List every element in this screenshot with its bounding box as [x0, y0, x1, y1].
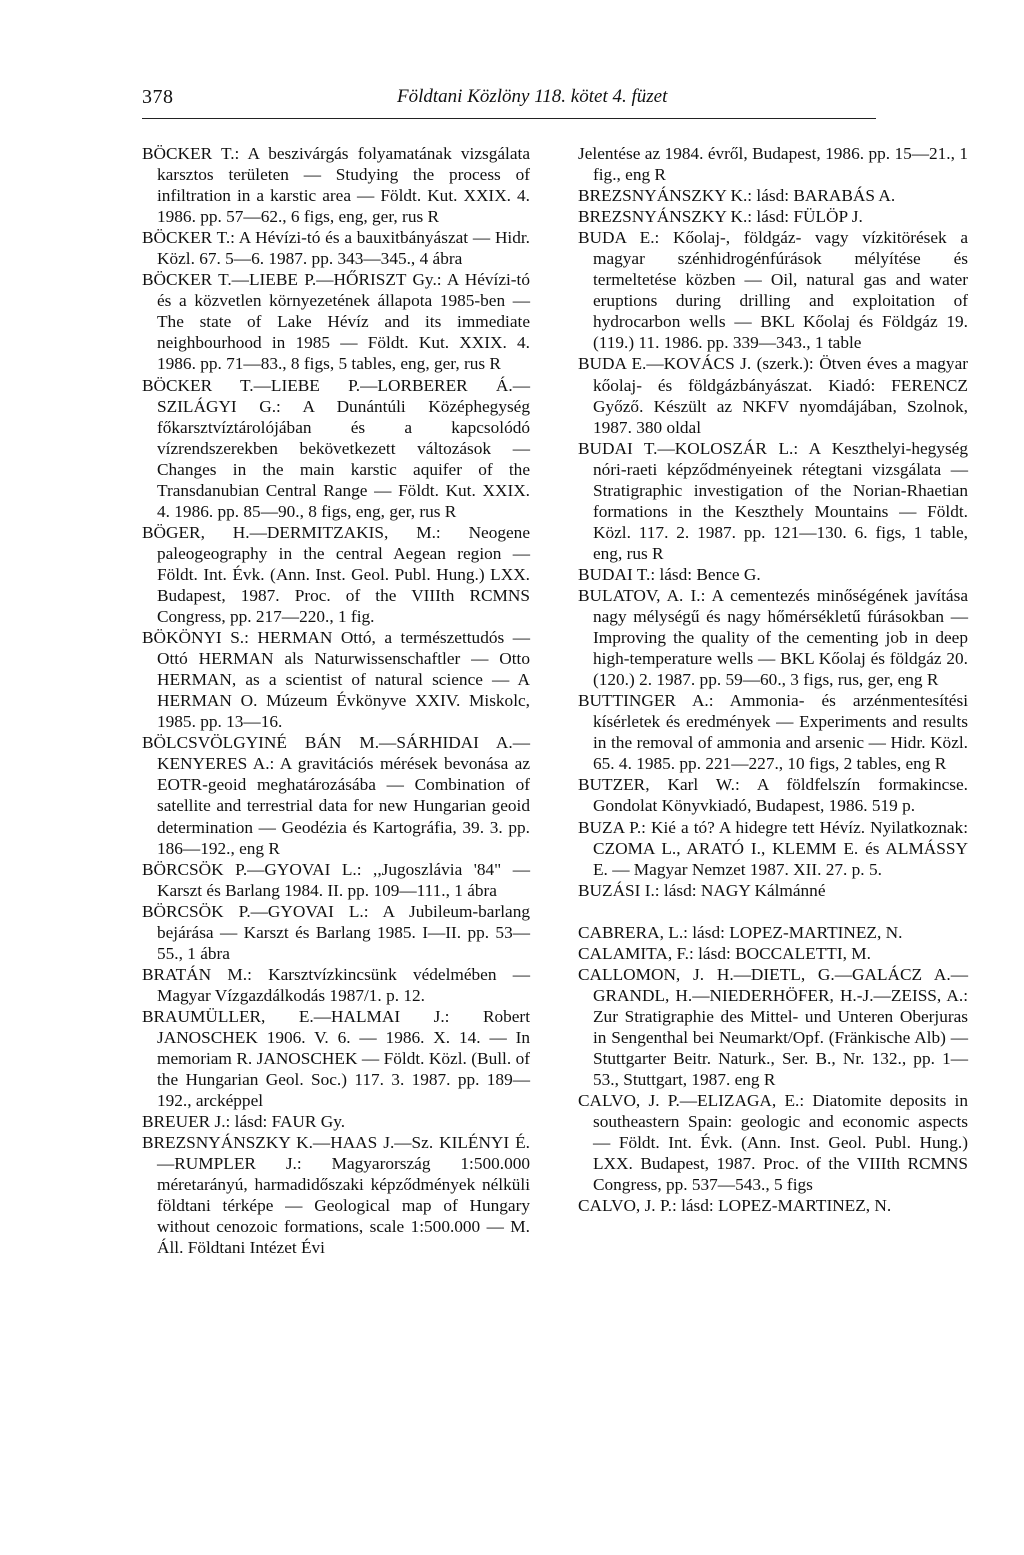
bibliography-entry: BULATOV, A. I.: A cementezés minőségének javítása nagy mélységű és nagy hőmérsékletű fúrásokban — Improving the quality of the cementing job in deep high-temperature wells — BKL Kőolaj és földgáz 20. (120.) 2. 1987. pp. 59—60., 3 figs, rus, ger, eng R	[578, 585, 968, 690]
bibliography-entry: BUZÁSI I.: lásd: NAGY Kálmánné	[578, 880, 826, 900]
bibliography-entry: BUTTINGER A.: Ammonia- és arzénmentesítési kísérletek és eredmények — Experiments and results in the removal of ammonia and arsenic — Hidr. Közl. 65. 4. 1985. pp. 221—227., 10 figs, 2 tables, eng R	[578, 691, 968, 774]
bibliography-entry: CALLOMON, J. H.—DIETL, G.—GALÁCZ A.—GRANDL, H.—NIEDERHÖFER, H.-J.—ZEISS, A.: Zur Stratigraphie des Mittel- und Unteren Oberjuras in Sengenthal bei Neumarkt/Opf. (Fränkische Alb) — Stuttgarter Beitr. Naturk., Ser. B., Nr. 132., pp. 1—53., Stuttgart, 1987. eng R	[578, 964, 968, 1090]
bibliography-entry: BÖCKER T.—LIEBE P.—HŐRISZT Gy.: A Hévízi-tó és a közvetlen környezetének állapota 1985-ben — The state of Lake Hévíz and its immediate neighbourhood in 1985 — Földt. Kut. XXIX. 4. 1986. pp. 71—83., 8 figs, 5 tables, eng, ger, rus R	[142, 270, 530, 374]
bibliography-entry: BUDA E.: Kőolaj-, földgáz- vagy vízkitörések a magyar szénhidrogénfúrások mélyítése és termeltetése közben — Oil, natural gas and water eruptions during drilling and exploitation of hydrocarbon wells — BKL Kőolaj és Földgáz 19.(119.) 11. 1986. pp. 339—343., 1 table	[578, 228, 968, 353]
bibliography-entry: CABRERA, L.: lásd: LOPEZ-MARTINEZ, N.	[578, 922, 903, 942]
bibliography-entry: BÖKÖNYI S.: HERMAN Ottó, a természettudós — Ottó HERMAN als Naturwissenschaftler — Otto HERMAN, as a scientist of natural science — A HERMAN O. Múzeum Évkönyve XXIV. Miskolc, 1985. pp. 13—16.	[142, 628, 530, 732]
bibliography-entry: BREUER J.: lásd: FAUR Gy.	[142, 1112, 346, 1132]
bibliography-entry: BÖCKER T.: A Hévízi-tó és a bauxitbányászat — Hidr. Közl. 67. 5—6. 1987. pp. 343—345., 4 ábra	[142, 228, 530, 269]
bibliography-entry: BÖGER, H.—DERMITZAKIS, M.: Neogene paleogeography in the central Aegean region — Földt. Int. Évk. (Ann. Inst. Geol. Publ. Hung.) LXX. Budapest, 1987. Proc. of the VIIIth RCMNS Congress, pp. 217—220., 1 fig.	[142, 522, 530, 627]
bibliography-entry: BÖCKER T.—LIEBE P.—LORBERER Á.—SZILÁGYI G.: A Dunántúli Középhegység főkarsztvíztárolójában és a kapcsolódó vízrendszerekben bekövetkezett változások — Changes in the main karstic aquifer of the Transdanubian Central Range — Földt. Kut. XXIX. 4. 1986. pp. 85—90., 8 figs, eng, ger, rus R	[142, 375, 530, 521]
section-gap	[578, 901, 968, 922]
right-column	[578, 143, 968, 1216]
bibliography-entry: CALVO, J. P.—ELIZAGA, E.: Diatomite deposits in southeastern Spain: geologic and economic aspects — Földt. Int. Évk. (Ann. Inst. Geol. Publ. Hung.) LXX. Budapest, 1987. Proc. of the VIIIth RCMNS Congress, pp. 537—543., 5 figs	[578, 1091, 968, 1195]
bibliography-entry: BÖCKER T.: A beszivárgás folyamatának vizsgálata karsztos területen — Studying the process of infiltration in a karstic area — Földt. Kut. XXIX. 4. 1986. pp. 57—62., 6 figs, eng, ger, rus R	[142, 144, 530, 227]
bibliography-entry-continued: Jelentése az 1984. évről, Budapest, 1986. pp. 15—21., 1 fig., eng R	[578, 144, 968, 185]
bibliography-entry: BÖRCSÖK P.—GYOVAI L.: ,,Jugoszlávia '84" — Karszt és Barlang 1984. II. pp. 109—111., 1 ábra	[142, 859, 530, 900]
bibliography-entry: BUTZER, Karl W.: A földfelszín formakincse. Gondolat Könyvkiadó, Budapest, 1986. 519 p.	[578, 775, 968, 816]
page-header	[142, 86, 876, 118]
bibliography-entry: BREZSNYÁNSZKY K.: lásd: FÜLÖP J.	[578, 207, 863, 227]
left-column	[142, 143, 530, 1258]
bibliography-entry: BUDAI T.—KOLOSZÁR L.: A Keszthelyi-hegység nóri-raeti képződményeinek rétegtani vizsgálata — Stratigraphic investigation of the Norian-Rhaetian formations in the Keszthely Mountains — Földt. Közl. 117. 2. 1987. pp. 121—130. 6. figs, 1 table, eng, rus R	[578, 438, 968, 563]
running-title: Földtani Közlöny 118. kötet 4. füzet	[397, 86, 668, 107]
bibliography-entry: BRAUMÜLLER, E.—HALMAI J.: Robert JANOSCHEK 1906. V. 6. — 1986. X. 14. — In memoriam R. JANOSCHEK — Földt. Közl. (Bull. of the Hungarian Geol. Soc.) 117. 3. 1987. pp. 189—192., arcképpel	[142, 1006, 530, 1111]
bibliography-entry: BRATÁN M.: Karsztvízkincsünk védelmében — Magyar Vízgazdálkodás 1987/1. p. 12.	[142, 964, 530, 1005]
bibliography-entry: BUDAI T.: lásd: Bence G.	[578, 564, 761, 584]
bibliography-entry: BUDA E.—KOVÁCS J. (szerk.): Ötven éves a magyar kőolaj- és földgázbányászat. Kiadó: FERENCZ Győző. Készült az NKFV nyomdájában, Szolnok, 1987. 380 oldal	[578, 354, 968, 437]
bibliography-entry: BÖRCSÖK P.—GYOVAI L.: A Jubileum-barlang bejárása — Karszt és Barlang 1985. I—II. pp. 53—55., 1 ábra	[142, 901, 530, 963]
bibliography-entry: CALAMITA, F.: lásd: BOCCALETTI, M.	[578, 943, 871, 963]
page-number: 378	[142, 86, 174, 108]
bibliography-entry: CALVO, J. P.: lásd: LOPEZ-MARTINEZ, N.	[578, 1196, 892, 1216]
header-rule	[142, 118, 876, 119]
bibliography-entry: BREZSNYÁNSZKY K.—HAAS J.—Sz. KILÉNYI É.—RUMPLER J.: Magyarország 1:500.000 méretarányú, harmadidőszaki képződmények nélküli földtani térképe — Geological map of Hungary without cenozoic formations, scale 1:500.000 — M. Áll. Földtani Intézet Évi	[142, 1133, 530, 1258]
bibliography-entry: BUZA P.: Kié a tó? A hidegre tett Hévíz. Nyilatkoznak: CZOMA L., ARATÓ I., KLEMM E. és ALMÁSSY E. — Magyar Nemzet 1987. XII. 27. p. 5.	[578, 817, 968, 879]
bibliography-entry: BÖLCSVÖLGYINÉ BÁN M.—SÁRHIDAI A.—KENYERES A.: A gravitációs mérések bevonása az EOTR-geoid meghatározásába — Combination of satellite and terrestrial data for new Hungarian geoid determination — Geodézia és Kartográfia, 39. 3. pp. 186—192., eng R	[142, 733, 530, 858]
bibliography-entry: BREZSNYÁNSZKY K.: lásd: BARABÁS A.	[578, 186, 896, 206]
